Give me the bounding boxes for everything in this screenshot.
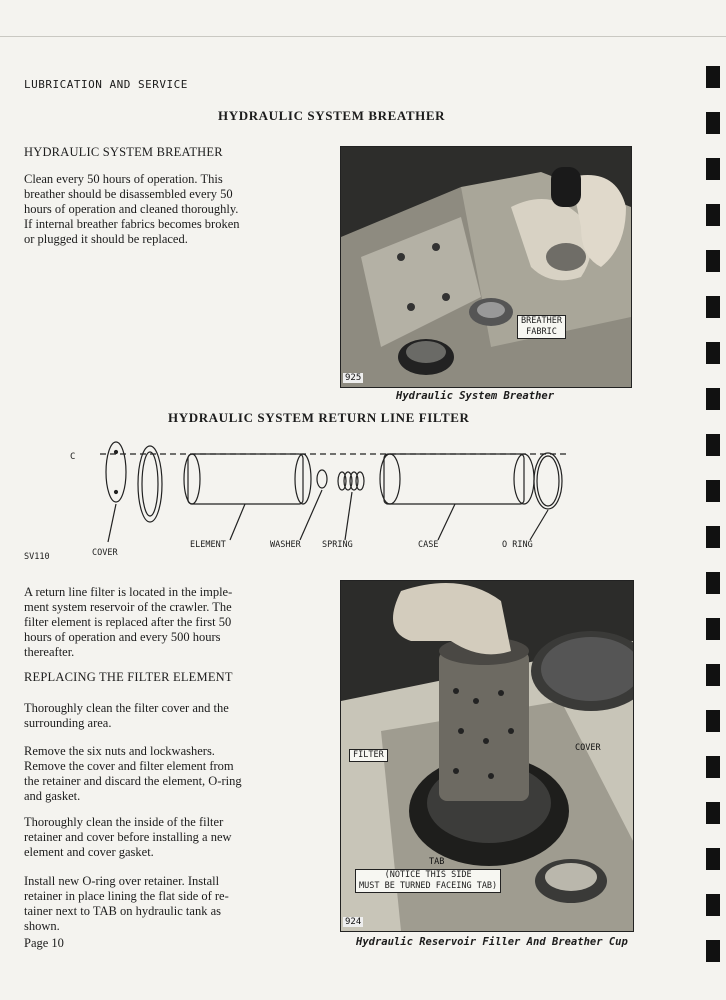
element-label: ELEMENT — [190, 540, 226, 550]
spring-label: SPRING — [322, 540, 353, 550]
tab-label: TAB — [429, 857, 445, 867]
cover-label: COVER — [92, 548, 118, 558]
filter-intro-paragraph: A return line filter is located in the imple- ment system reservoir of the crawler. The filter element is replaced after the first 50 hours of operation and every 500 hours thereafter. — [24, 585, 233, 659]
photo-number: 924 — [345, 917, 362, 927]
diagram-id: SV110 — [24, 552, 50, 562]
cover-photo-label: COVER — [575, 743, 601, 753]
breather-title: HYDRAULIC SYSTEM BREATHER — [218, 108, 446, 123]
filter-title: HYDRAULIC SYSTEM RETURN LINE FILTER — [168, 410, 470, 425]
filter-photo — [340, 580, 634, 932]
step-3: Thoroughly clean the inside of the filter retainer and cover before installing a new element and cover gasket. — [24, 815, 232, 859]
breather-fabric-label: BREATHER FABRIC — [517, 315, 566, 339]
page-top-edge — [0, 36, 726, 37]
section-header: LUBRICATION AND SERVICE — [24, 78, 188, 91]
breather-paragraph: Clean every 50 hours of operation. This breather should be disassembled every 50 hours of operation and cleaned thoroughly. If internal breather fabrics becomes broken or plugged it should be replaced. — [24, 172, 240, 246]
step-1: Thoroughly clean the filter cover and the surrounding area. — [24, 701, 229, 730]
replace-filter-title: REPLACING THE FILTER ELEMENT — [24, 670, 233, 684]
step-2: Remove the six nuts and lockwashers. Remove the cover and filter element from the retainer and discard the element, O-ring and gasket. — [24, 744, 242, 803]
svg-text:C: C — [70, 452, 76, 462]
step-4: Install new O-ring over retainer. Install retainer in place lining the flat side of re- tainer next to TAB on hydraulic tank as shown. — [24, 874, 229, 933]
photo-number: 925 — [345, 373, 362, 383]
washer-label: WASHER — [270, 540, 301, 550]
binding-holes — [702, 60, 726, 960]
breather-photo — [340, 146, 632, 388]
breather-subtitle: HYDRAULIC SYSTEM BREATHER — [24, 145, 223, 159]
breather-caption: Hydraulic System Breather — [396, 390, 555, 402]
notice-label: (NOTICE THIS SIDE MUST BE TURNED FACEING TAB) — [355, 869, 501, 893]
filter-label: FILTER — [349, 749, 388, 762]
page-number: Page 10 — [24, 936, 64, 950]
filter-caption: Hydraulic Reservoir Filler And Breather Cup — [356, 936, 628, 948]
o-ring-label: O RING — [502, 540, 533, 550]
case-label: CASE — [418, 540, 439, 550]
